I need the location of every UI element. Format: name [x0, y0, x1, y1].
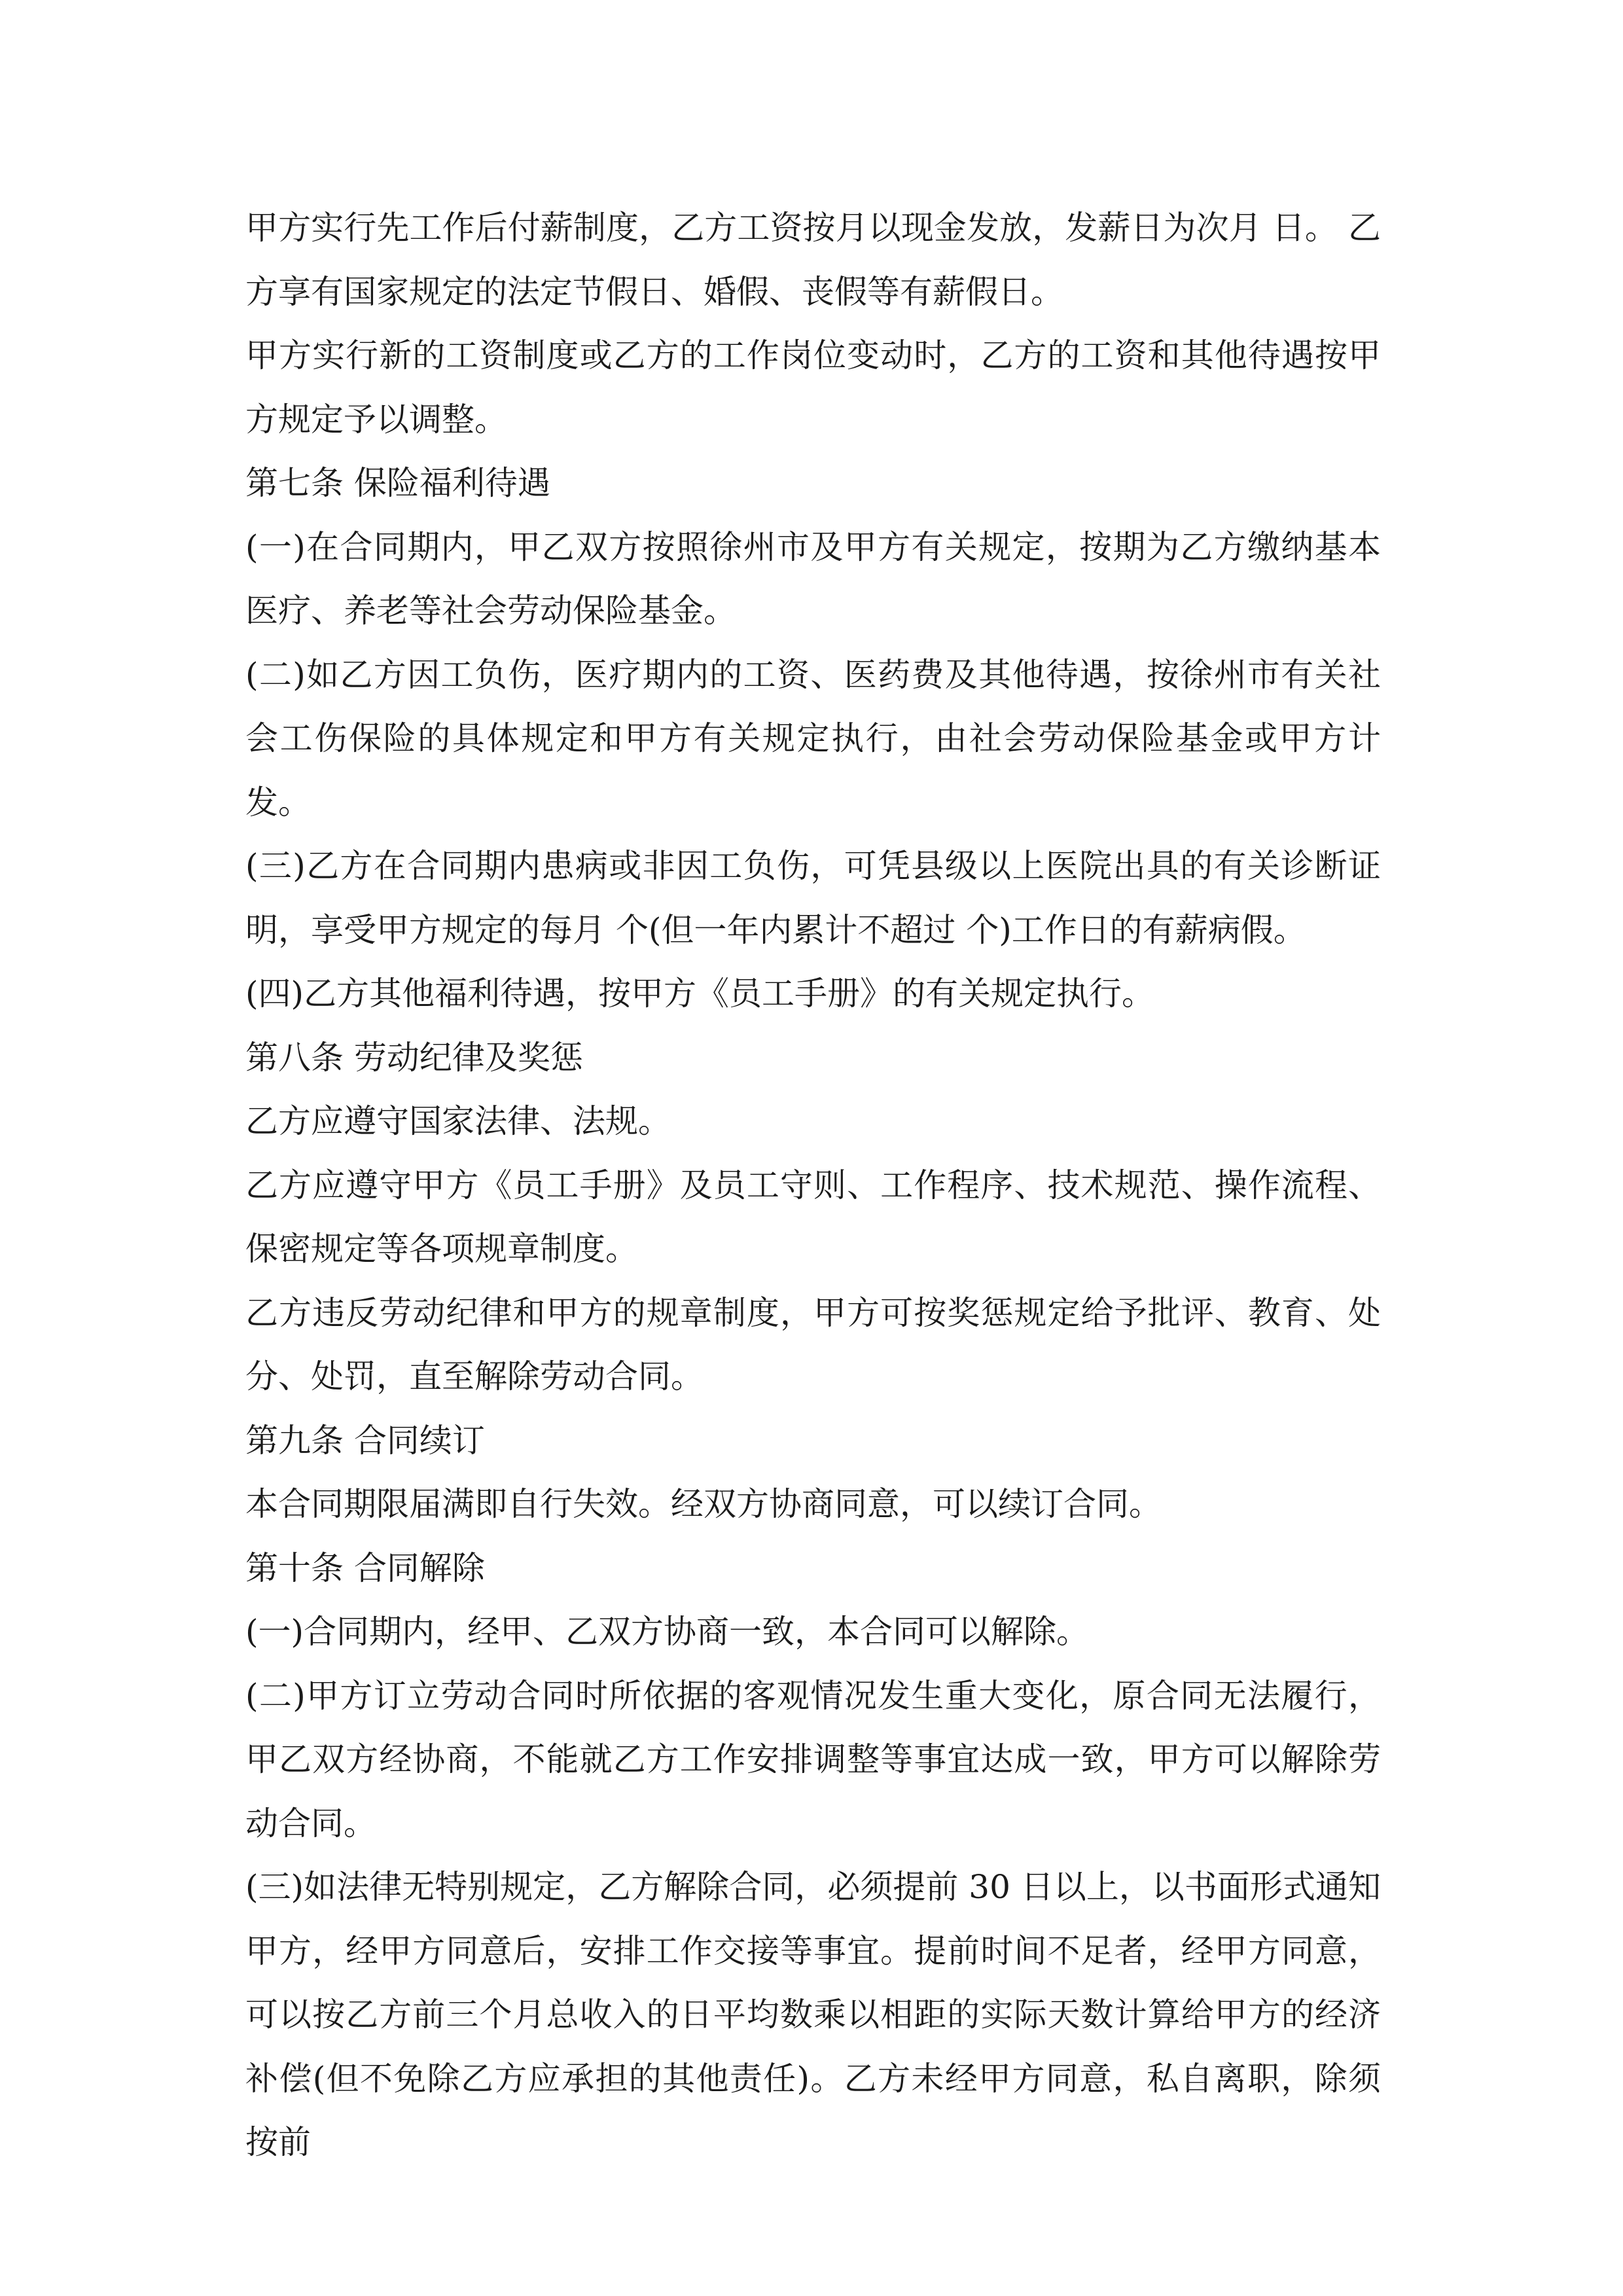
paragraph-discipline-2: 乙方应遵守甲方《员工手册》及员工守则、工作程序、技术规范、操作流程、保密规定等各项规章制度。	[245, 1166, 1381, 1268]
paragraph-discipline-1: 乙方应遵守国家法律、法规。	[245, 1102, 671, 1140]
paragraph-renewal: 本合同期限届满即自行失效。经双方协商同意，可以续订合同。	[245, 1485, 1162, 1523]
paragraph-termination-2: (二)甲方订立劳动合同时所依据的客观情况发生重大变化，原合同无法履行，甲乙双方经协商，不能就乙方工作安排调整等事宜达成一致，甲方可以解除劳动合同。	[245, 1676, 1381, 1842]
heading-article-9: 第九条 合同续订	[245, 1421, 485, 1460]
paragraph-termination-1: (一)合同期内，经甲、乙双方协商一致，本合同可以解除。	[245, 1613, 1090, 1651]
heading-article-8: 第八条 劳动纪律及奖惩	[245, 1038, 583, 1077]
paragraph-insurance-3: (三)乙方在合同期内患病或非因工负伤，可凭县级以上医院出具的有关诊断证明，享受甲方规定的每月 个(但一年内累计不超过 个)工作日的有薪病假。	[245, 847, 1381, 949]
paragraph-salary-adjustment: 甲方实行新的工资制度或乙方的工作岗位变动时，乙方的工资和其他待遇按甲方规定予以调整。	[245, 336, 1381, 439]
paragraph-insurance-2: (二)如乙方因工负伤，医疗期内的工资、医药费及其他待遇，按徐州市有关社会工伤保险的具体规定和甲方有关规定执行，由社会劳动保险基金或甲方计发。	[245, 655, 1381, 821]
heading-article-7: 第七条 保险福利待遇	[245, 464, 550, 502]
document-page	[245, 196, 1381, 2175]
heading-article-10: 第十条 合同解除	[245, 1549, 485, 1587]
paragraph-discipline-3: 乙方违反劳动纪律和甲方的规章制度，甲方可按奖惩规定给予批评、教育、处分、处罚，直至解除劳动合同。	[245, 1293, 1381, 1395]
paragraph-insurance-1: (一)在合同期内，甲乙双方按照徐州市及甲方有关规定，按期为乙方缴纳基本医疗、养老等社会劳动保险基金。	[245, 528, 1381, 630]
paragraph-insurance-4: (四)乙方其他福利待遇，按甲方《员工手册》的有关规定执行。	[245, 975, 1155, 1013]
paragraph-salary-payment: 甲方实行先工作后付薪制度，乙方工资按月以现金发放，发薪日为次月 日。 乙方享有国家规定的法定节假日、婚假、丧假等有薪假日。	[245, 209, 1381, 311]
paragraph-termination-3: (三)如法律无特别规定，乙方解除合同，必须提前 30 日以上，以书面形式通知甲方，经甲方同意后，安排工作交接等事宜。提前时间不足者，经甲方同意，可以按乙方前三个月总收入的日平均数乘以相距的实际天数计算给甲方的经济补偿(但不免除乙方应承担的其他责任)。乙方未经甲方同意，私自离职，除须按前	[245, 1868, 1381, 2161]
